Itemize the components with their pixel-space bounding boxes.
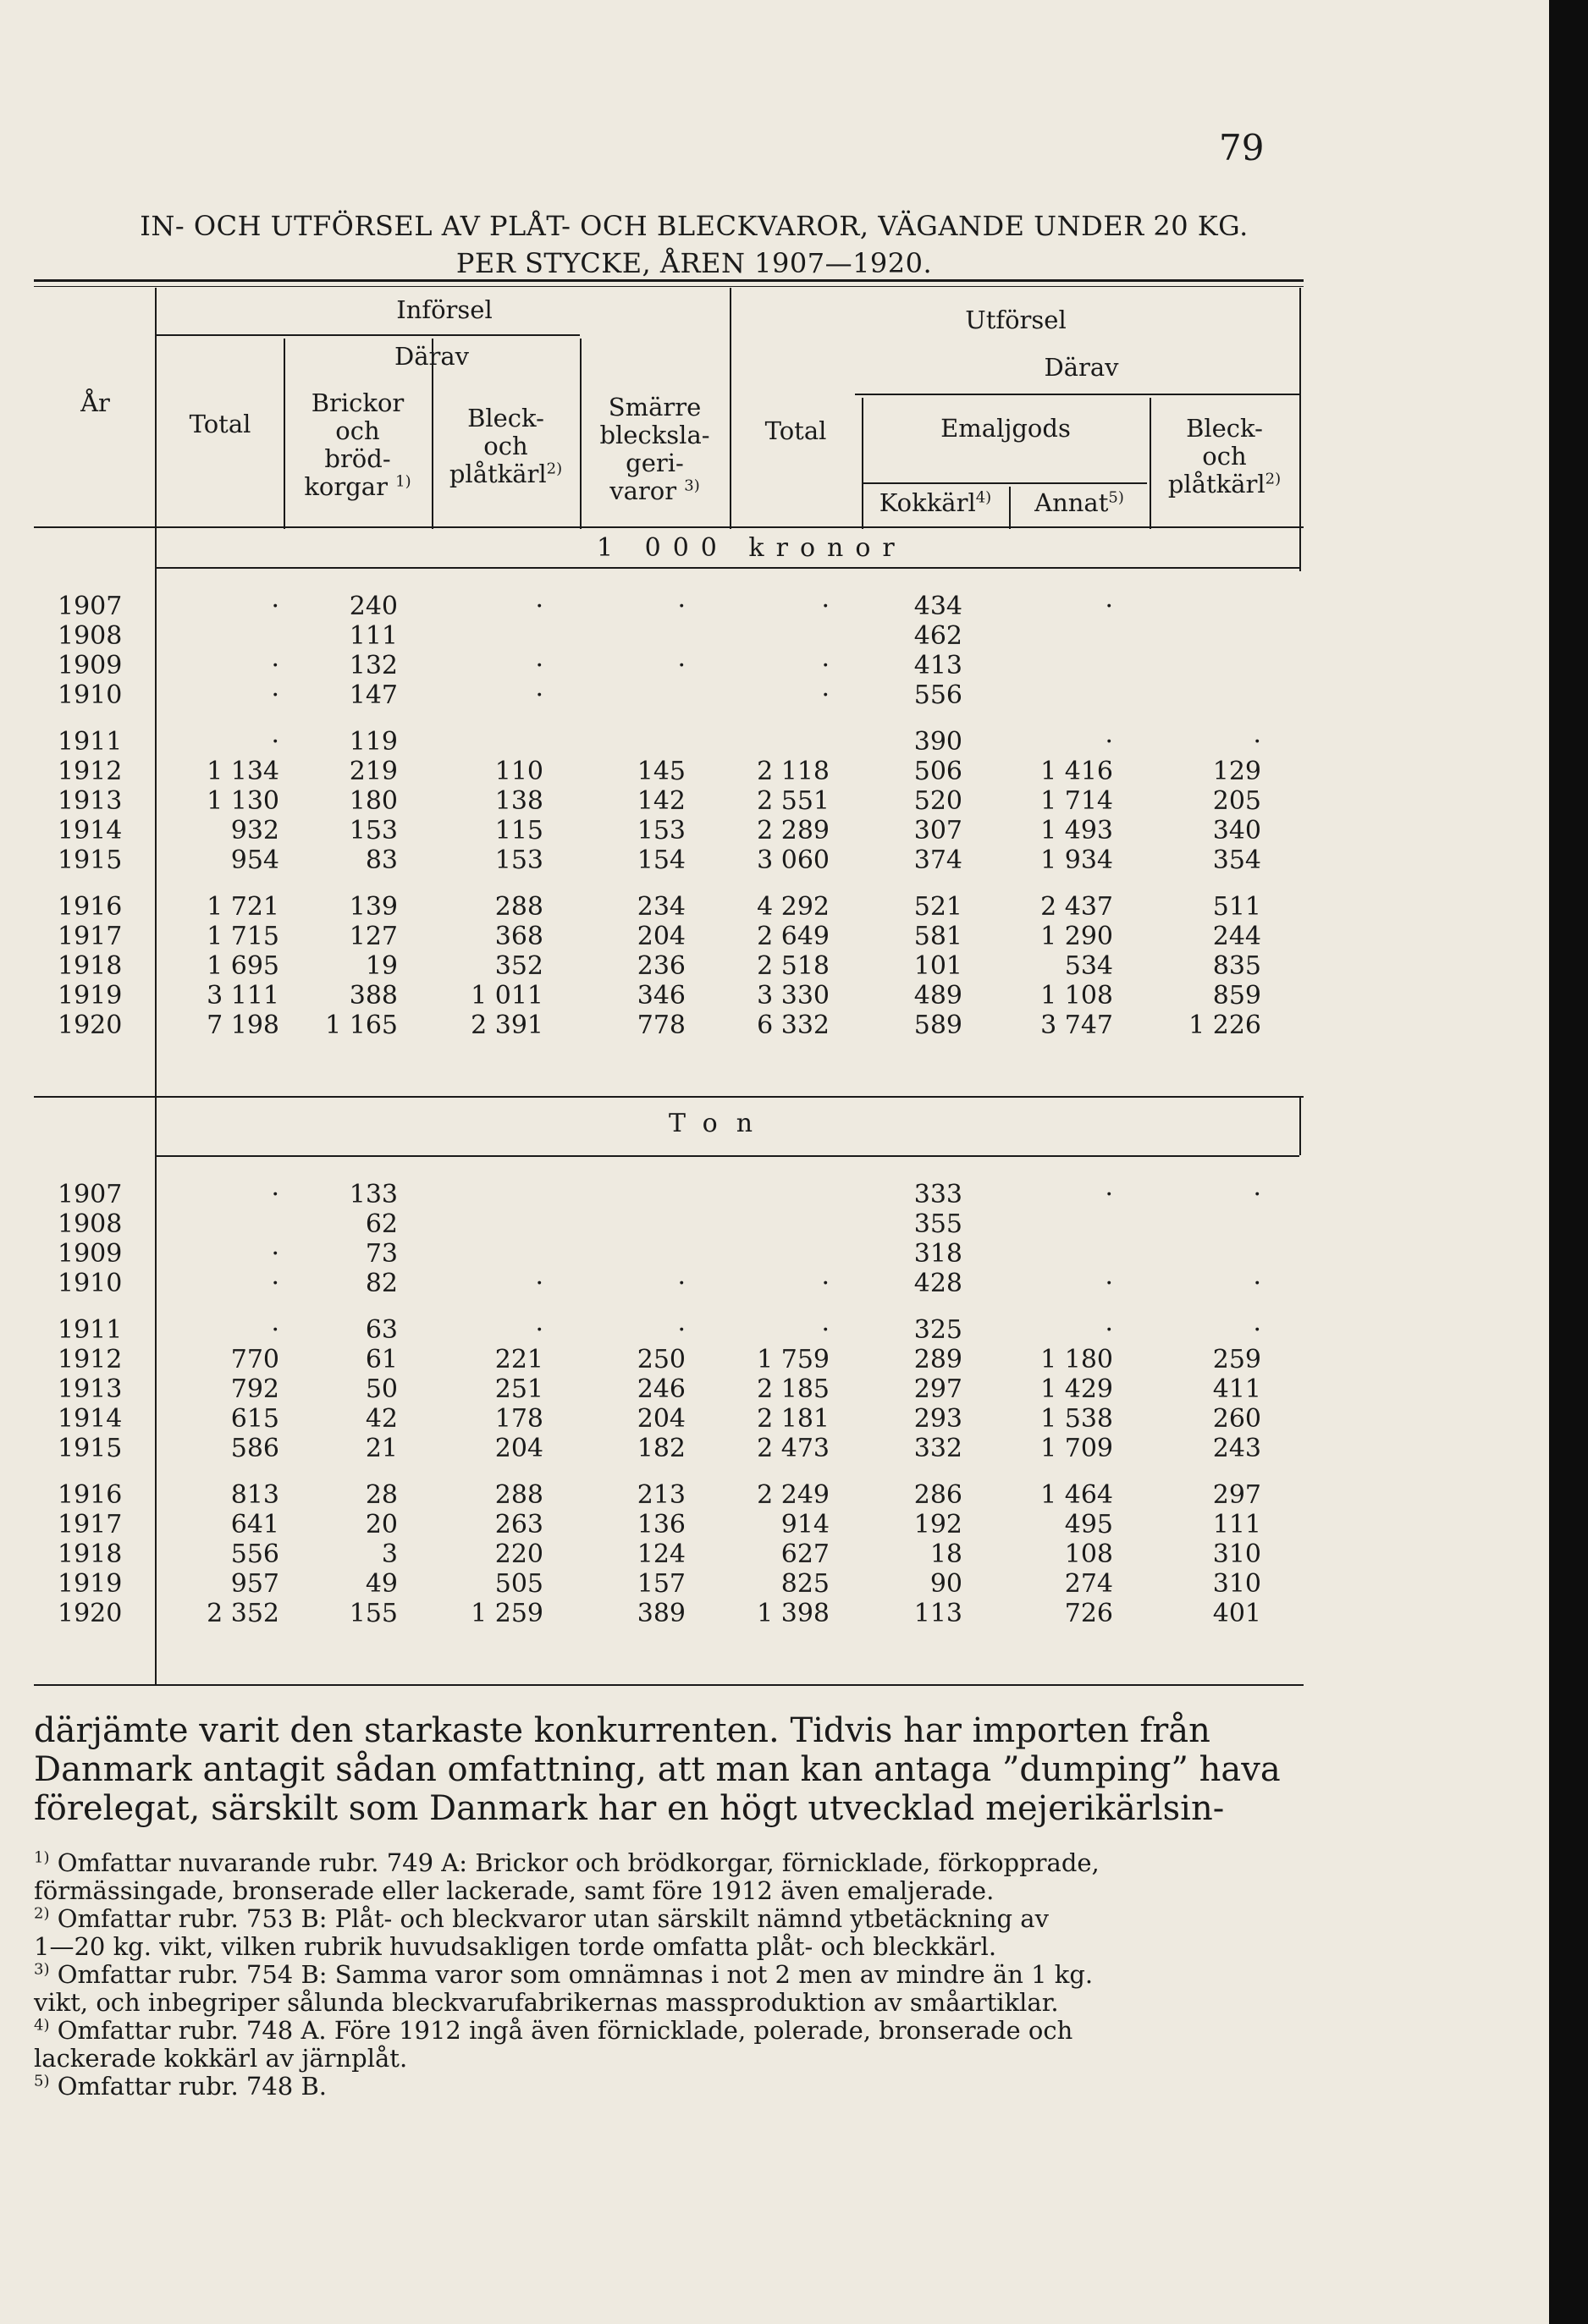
smaerre-cell: 182 xyxy=(637,1434,686,1463)
smaerre-cell: · xyxy=(677,592,686,621)
kokkaerl-cell: 325 xyxy=(913,1315,962,1345)
bleck_in-cell: · xyxy=(535,680,543,710)
table-row xyxy=(51,1181,1304,1209)
brickor-cell: 119 xyxy=(349,727,398,757)
brickor-cell: 133 xyxy=(349,1180,398,1209)
brickor-cell: 111 xyxy=(349,621,398,651)
table-top-rule-thin xyxy=(34,286,1304,287)
total_ut-cell: 825 xyxy=(780,1569,830,1599)
kokkaerl-cell: 390 xyxy=(913,727,962,757)
total_ut-cell: · xyxy=(821,1315,830,1345)
total_in-cell: 1 695 xyxy=(207,951,279,981)
total_ut-cell: 4 292 xyxy=(757,892,830,922)
header-annat: Annat$^{5)}$ xyxy=(1034,488,1124,517)
table-title xyxy=(59,207,1329,282)
smaerre-cell: 136 xyxy=(637,1510,686,1539)
smaerre-cell: 250 xyxy=(637,1345,686,1374)
table-row xyxy=(51,652,1304,680)
header-utfoersel: Utförsel xyxy=(965,306,1067,334)
bleck_in-cell: 352 xyxy=(494,951,543,981)
bleck_in-cell: 251 xyxy=(494,1374,543,1404)
annat-cell: 1 714 xyxy=(1040,786,1113,816)
bleck_ut-cell: · xyxy=(1253,1269,1261,1298)
annat-cell: 1 180 xyxy=(1040,1345,1113,1374)
header-infoersel: Införsel xyxy=(396,295,493,324)
total_ut-cell: 1 759 xyxy=(757,1345,830,1374)
year-cell: 1917 xyxy=(58,1510,123,1539)
year-cell: 1912 xyxy=(58,757,123,786)
table-top-rule xyxy=(34,279,1304,282)
total_ut-cell: 627 xyxy=(780,1539,830,1569)
year-cell: 1911 xyxy=(58,727,123,757)
total_in-cell: 792 xyxy=(230,1374,279,1404)
total_in-cell: 7 198 xyxy=(207,1011,279,1040)
bleck_ut-cell: 310 xyxy=(1212,1569,1261,1599)
bleck_ut-cell: 259 xyxy=(1212,1345,1261,1374)
kokkaerl-cell: 192 xyxy=(913,1510,962,1539)
total_ut-cell: 2 289 xyxy=(757,816,830,845)
smaerre-cell: 234 xyxy=(637,892,686,922)
annat-cell: 108 xyxy=(1064,1539,1113,1569)
year-cell: 1910 xyxy=(58,680,123,710)
annat-cell: 726 xyxy=(1064,1599,1113,1628)
total_ut-cell: · xyxy=(821,651,830,680)
kokkaerl-cell: 434 xyxy=(913,592,962,621)
year-cell: 1909 xyxy=(58,651,123,680)
year-cell: 1911 xyxy=(58,1315,123,1345)
smaerre-cell: 124 xyxy=(637,1539,686,1569)
brickor-cell: 139 xyxy=(349,892,398,922)
bleck_ut-cell: 835 xyxy=(1212,951,1261,981)
bleck_ut-cell: 511 xyxy=(1212,892,1261,922)
brickor-cell: 180 xyxy=(349,786,398,816)
annat-cell: 2 437 xyxy=(1040,892,1113,922)
col-rule-10 xyxy=(1299,1096,1301,1155)
brickor-cell: 219 xyxy=(349,757,398,786)
kokkaerl-cell: 113 xyxy=(913,1599,962,1628)
table-row xyxy=(51,1435,1304,1463)
kokkaerl-cell: 18 xyxy=(929,1539,962,1569)
bleck_in-cell: · xyxy=(535,651,543,680)
brickor-cell: 19 xyxy=(365,951,398,981)
smaerre-cell: 145 xyxy=(637,757,686,786)
total_ut-cell: 2 181 xyxy=(757,1404,830,1434)
bleck_ut-cell: 111 xyxy=(1212,1510,1261,1539)
kokkaerl-cell: 293 xyxy=(913,1404,962,1434)
annat-cell: 3 747 xyxy=(1040,1011,1113,1040)
kokkaerl-cell: 333 xyxy=(913,1180,962,1209)
total_ut-cell: 2 551 xyxy=(757,786,830,816)
table-row xyxy=(51,1269,1304,1298)
brickor-cell: 132 xyxy=(349,651,398,680)
total_in-cell: · xyxy=(271,651,279,680)
table-row xyxy=(51,1540,1304,1569)
bleck_in-cell: · xyxy=(535,1269,543,1298)
bleck_ut-cell: 129 xyxy=(1212,757,1261,786)
total_ut-cell: · xyxy=(821,1269,830,1298)
total_in-cell: 3 111 xyxy=(207,981,279,1011)
total_in-cell: · xyxy=(271,680,279,710)
header-smaerre: Smärre bleckslа- geri- varor $^{3)}$ xyxy=(599,393,710,505)
bleck_in-cell: 505 xyxy=(494,1569,543,1599)
table-row xyxy=(51,1240,1304,1269)
total_in-cell: 1 130 xyxy=(207,786,279,816)
kokkaerl-cell: 355 xyxy=(913,1209,962,1239)
header-kokkaerl: Kokkärl$^{4)}$ xyxy=(879,488,992,517)
footnote-2: $^{2)}$ Omfattar rubr. 753 B: Plåt- och bleckvaror utan särskilt nämnd ytbetäckning av xyxy=(34,1904,1049,1933)
total_in-cell: · xyxy=(271,1269,279,1298)
annat-cell: 1 934 xyxy=(1040,845,1113,875)
year-cell: 1919 xyxy=(58,981,123,1011)
header-total-ut: Total xyxy=(764,416,827,445)
col-rule-9 xyxy=(1299,288,1301,571)
kokkaerl-cell: 289 xyxy=(913,1345,962,1374)
brickor-cell: 50 xyxy=(365,1374,398,1404)
table-row xyxy=(51,1210,1304,1239)
kokkaerl-cell: 556 xyxy=(913,680,962,710)
brickor-cell: 21 xyxy=(365,1434,398,1463)
table-row xyxy=(51,592,1304,621)
bleck_ut-cell: · xyxy=(1253,1180,1261,1209)
smaerre-cell: 157 xyxy=(637,1569,686,1599)
kokkaerl-cell: 589 xyxy=(913,1011,962,1040)
total_in-cell: 957 xyxy=(230,1569,279,1599)
bleck_in-cell: 138 xyxy=(494,786,543,816)
annat-cell: 1 464 xyxy=(1040,1480,1113,1510)
header-daerav-ut: Därav xyxy=(1044,353,1119,382)
total_ut-cell: 2 649 xyxy=(757,922,830,951)
header-bottom-rule xyxy=(34,526,1304,528)
footnote-1: $^{1)}$ Omfattar nuvarande rubr. 749 A: Brickor och brödkorgar, förnicklade, förkopprade, xyxy=(34,1848,1100,1877)
total_ut-cell: · xyxy=(821,592,830,621)
bleck_in-cell: 1 259 xyxy=(471,1599,543,1628)
total_ut-cell: 2 473 xyxy=(757,1434,830,1463)
bleck_in-cell: 221 xyxy=(494,1345,543,1374)
bleck_in-cell: 1 011 xyxy=(471,981,543,1011)
total_in-cell: 1 721 xyxy=(207,892,279,922)
header-bleck-ut: Bleck- och plåtkärl$^{2)}$ xyxy=(1167,414,1282,498)
bleck_ut-cell: · xyxy=(1253,727,1261,757)
bleck_ut-cell: 244 xyxy=(1212,922,1261,951)
smaerre-cell: 346 xyxy=(637,981,686,1011)
header-subrule-in xyxy=(157,334,580,336)
table-row xyxy=(51,1405,1304,1434)
total_in-cell: 770 xyxy=(230,1345,279,1374)
table-row xyxy=(51,757,1304,786)
bleck_in-cell: 2 391 xyxy=(471,1011,543,1040)
table-row xyxy=(51,1600,1304,1628)
header-daerav-in: Därav xyxy=(394,342,470,371)
total_in-cell: 556 xyxy=(230,1539,279,1569)
section-rule-ton-bottom xyxy=(157,1155,1299,1157)
smaerre-cell: 213 xyxy=(637,1480,686,1510)
total_ut-cell: 2 249 xyxy=(757,1480,830,1510)
table-row xyxy=(51,1570,1304,1599)
section-rule-ton-top xyxy=(34,1096,1304,1098)
smaerre-cell: · xyxy=(677,1269,686,1298)
bleck_ut-cell: 411 xyxy=(1212,1374,1261,1404)
smaerre-cell: 389 xyxy=(637,1599,686,1628)
year-cell: 1913 xyxy=(58,786,123,816)
bleck_in-cell: 263 xyxy=(494,1510,543,1539)
table-row xyxy=(51,622,1304,651)
table-row xyxy=(51,1375,1304,1404)
annat-cell: 1 538 xyxy=(1040,1404,1113,1434)
kokkaerl-cell: 374 xyxy=(913,845,962,875)
total_ut-cell: 914 xyxy=(780,1510,830,1539)
brickor-cell: 49 xyxy=(365,1569,398,1599)
header-subrule-ut xyxy=(855,394,1299,395)
table-row xyxy=(51,1346,1304,1374)
kokkaerl-cell: 506 xyxy=(913,757,962,786)
kokkaerl-cell: 581 xyxy=(913,922,962,951)
brickor-cell: 20 xyxy=(365,1510,398,1539)
header-bleck-in: Bleck- och plåtkärl$^{2)}$ xyxy=(449,404,563,488)
kokkaerl-cell: 489 xyxy=(913,981,962,1011)
brickor-cell: 3 xyxy=(381,1539,398,1569)
bleck_ut-cell: 310 xyxy=(1212,1539,1261,1569)
smaerre-cell: 153 xyxy=(637,816,686,845)
table-row xyxy=(51,922,1304,951)
header-emaljgods: Emaljgods xyxy=(940,414,1071,443)
bleck_ut-cell: 297 xyxy=(1212,1480,1261,1510)
total_in-cell: 932 xyxy=(230,816,279,845)
bleck_in-cell: 204 xyxy=(494,1434,543,1463)
year-cell: 1915 xyxy=(58,845,123,875)
table-row xyxy=(51,1511,1304,1539)
table-row xyxy=(51,893,1304,922)
table-row xyxy=(51,1481,1304,1510)
table-row xyxy=(51,681,1304,710)
kokkaerl-cell: 90 xyxy=(929,1569,962,1599)
annat-cell: · xyxy=(1105,727,1113,757)
total_in-cell: 615 xyxy=(230,1404,279,1434)
annat-cell: 1 429 xyxy=(1040,1374,1113,1404)
total_in-cell: 2 352 xyxy=(207,1599,279,1628)
year-cell: 1910 xyxy=(58,1269,123,1298)
body-line: Danmark antagit sådan omfattning, att man kan antaga ”dumping” hava xyxy=(34,1750,1281,1789)
kokkaerl-cell: 286 xyxy=(913,1480,962,1510)
table-row xyxy=(51,787,1304,816)
annat-cell: 274 xyxy=(1064,1569,1113,1599)
annat-cell: · xyxy=(1105,1269,1113,1298)
body-line: förelegat, särskilt som Danmark har en högt utvecklad mejerikärlsin- xyxy=(34,1789,1225,1828)
bleck_in-cell: 115 xyxy=(494,816,543,845)
header-subrule-emalj xyxy=(863,482,1147,484)
bleck_ut-cell: 401 xyxy=(1212,1599,1261,1628)
total_in-cell: 586 xyxy=(230,1434,279,1463)
smaerre-cell: 204 xyxy=(637,922,686,951)
year-cell: 1909 xyxy=(58,1239,123,1269)
bleck_in-cell: 220 xyxy=(494,1539,543,1569)
brickor-cell: 388 xyxy=(349,981,398,1011)
year-cell: 1914 xyxy=(58,1404,123,1434)
total_ut-cell: 6 332 xyxy=(757,1011,830,1040)
kokkaerl-cell: 413 xyxy=(913,651,962,680)
total_in-cell: 813 xyxy=(230,1480,279,1510)
table-row xyxy=(51,728,1304,757)
brickor-cell: 61 xyxy=(365,1345,398,1374)
bleck_in-cell: · xyxy=(535,592,543,621)
footnote-5: $^{5)}$ Omfattar rubr. 748 B. xyxy=(34,2072,327,2101)
table-row xyxy=(51,982,1304,1011)
header-total-in: Total xyxy=(189,410,251,438)
bleck_ut-cell: 1 226 xyxy=(1188,1011,1261,1040)
bleck_in-cell: 153 xyxy=(494,845,543,875)
annat-cell: · xyxy=(1105,1180,1113,1209)
year-cell: 1917 xyxy=(58,922,123,951)
header-brickor: Brickor och bröd- korgar $^{1)}$ xyxy=(304,388,411,501)
kokkaerl-cell: 332 xyxy=(913,1434,962,1463)
title-line-2: PER STYCKE, ÅREN 1907—1920. xyxy=(455,247,933,279)
header-year: År xyxy=(80,388,110,417)
year-cell: 1918 xyxy=(58,951,123,981)
annat-cell: 1 416 xyxy=(1040,757,1113,786)
brickor-cell: 127 xyxy=(349,922,398,951)
table-bottom-rule xyxy=(34,1684,1304,1686)
brickor-cell: 240 xyxy=(349,592,398,621)
kokkaerl-cell: 462 xyxy=(913,621,962,651)
page-number: 79 xyxy=(1219,127,1265,168)
year-cell: 1914 xyxy=(58,816,123,845)
annat-cell: 534 xyxy=(1064,951,1113,981)
year-cell: 1916 xyxy=(58,1480,123,1510)
total_in-cell: · xyxy=(271,1239,279,1269)
brickor-cell: 42 xyxy=(365,1404,398,1434)
total_in-cell: 1 715 xyxy=(207,922,279,951)
bleck_in-cell: 178 xyxy=(494,1404,543,1434)
bleck_in-cell: 288 xyxy=(494,892,543,922)
table-row xyxy=(51,1316,1304,1345)
kokkaerl-cell: 428 xyxy=(913,1269,962,1298)
table-row xyxy=(51,846,1304,875)
total_in-cell: · xyxy=(271,592,279,621)
total_ut-cell: 3 060 xyxy=(757,845,830,875)
unit-ton: Ton xyxy=(669,1109,772,1138)
smaerre-cell: 204 xyxy=(637,1404,686,1434)
smaerre-cell: · xyxy=(677,1315,686,1345)
year-cell: 1913 xyxy=(58,1374,123,1404)
smaerre-cell: 154 xyxy=(637,845,686,875)
kokkaerl-cell: 520 xyxy=(913,786,962,816)
annat-cell: 1 108 xyxy=(1040,981,1113,1011)
bleck_ut-cell: 205 xyxy=(1212,786,1261,816)
total_in-cell: 1 134 xyxy=(207,757,279,786)
smaerre-cell: 246 xyxy=(637,1374,686,1404)
table-row xyxy=(51,1011,1304,1040)
smaerre-cell: 236 xyxy=(637,951,686,981)
bleck_ut-cell: 243 xyxy=(1212,1434,1261,1463)
total_ut-cell: 2 518 xyxy=(757,951,830,981)
brickor-cell: 83 xyxy=(365,845,398,875)
bleck_in-cell: · xyxy=(535,1315,543,1345)
total_ut-cell: 3 330 xyxy=(757,981,830,1011)
total_in-cell: 641 xyxy=(230,1510,279,1539)
year-cell: 1912 xyxy=(58,1345,123,1374)
kokkaerl-cell: 297 xyxy=(913,1374,962,1404)
annat-cell: · xyxy=(1105,592,1113,621)
table-row xyxy=(51,817,1304,845)
table-row xyxy=(51,952,1304,981)
annat-cell: 495 xyxy=(1064,1510,1113,1539)
annat-cell: 1 493 xyxy=(1040,816,1113,845)
year-cell: 1916 xyxy=(58,892,123,922)
brickor-cell: 155 xyxy=(349,1599,398,1628)
bleck_in-cell: 288 xyxy=(494,1480,543,1510)
smaerre-cell: · xyxy=(677,651,686,680)
total_ut-cell: 1 398 xyxy=(757,1599,830,1628)
bleck_in-cell: 368 xyxy=(494,922,543,951)
bleck_ut-cell: 340 xyxy=(1212,816,1261,845)
brickor-cell: 73 xyxy=(365,1239,398,1269)
footnotes: $^{1)}$ Omfattar nuvarande rubr. 749 A: Brickor och brödkorgar, förnicklade, förkopprade, förmässingade, bronserade eller lackerade, samt före 1912 även emaljerade. $^{2)}$ Omfattar rubr. 753 B: Plåt- och bleckvaror utan särskilt nämnd ytbetäckning av 1—20 kg. vikt, vilken rubrik huvudsakligen torde omfatta plåt- och bleckkärl. $^{3)}$ Omfattar rubr. 754 B: Samma varor som omnämnas i not 2 men av mindre än 1 kg. vikt, och inbegriper sålunda bleckvarufabrikernas massproduktion av småartiklar. $^{4)}$ Omfattar rubr. 748 A. Före 1912 ingå även förnicklade, polerade, bronserade och lackerade kokkärl av järnplåt. $^{5)}$ Omfattar rubr. 748 B. xyxy=(34,1849,1287,2101)
unit-kronor: 1 000 kronor xyxy=(597,533,907,563)
year-cell: 1919 xyxy=(58,1569,123,1599)
brickor-cell: 1 165 xyxy=(325,1011,398,1040)
brickor-cell: 153 xyxy=(349,816,398,845)
bleck_in-cell: 110 xyxy=(494,757,543,786)
total_in-cell: · xyxy=(271,727,279,757)
brickor-cell: 63 xyxy=(365,1315,398,1345)
annat-cell: 1 290 xyxy=(1040,922,1113,951)
year-cell: 1908 xyxy=(58,621,123,651)
bleck_ut-cell: · xyxy=(1253,1315,1261,1345)
unit-rule-kronor xyxy=(157,567,1299,569)
year-cell: 1907 xyxy=(58,1180,123,1209)
year-cell: 1918 xyxy=(58,1539,123,1569)
kokkaerl-cell: 521 xyxy=(913,892,962,922)
bleck_ut-cell: 354 xyxy=(1212,845,1261,875)
year-cell: 1908 xyxy=(58,1209,123,1239)
smaerre-cell: 778 xyxy=(637,1011,686,1040)
year-cell: 1920 xyxy=(58,1011,123,1040)
body-paragraph xyxy=(34,1711,1287,1828)
title-line-1: IN- OCH UTFÖRSEL AV PLÅT- OCH BLECKVAROR, VÄGANDE UNDER 20 KG. xyxy=(140,210,1249,242)
body-line: därjämte varit den starkaste konkurrenten. Tidvis har importen från xyxy=(34,1711,1210,1750)
footnote-4: $^{4)}$ Omfattar rubr. 748 A. Före 1912 ingå även förnicklade, polerade, bronserade och xyxy=(34,2016,1073,2045)
kokkaerl-cell: 307 xyxy=(913,816,962,845)
year-cell: 1907 xyxy=(58,592,123,621)
total_ut-cell: · xyxy=(821,680,830,710)
kokkaerl-cell: 318 xyxy=(913,1239,962,1269)
kokkaerl-cell: 101 xyxy=(913,951,962,981)
total_in-cell: · xyxy=(271,1180,279,1209)
brickor-cell: 82 xyxy=(365,1269,398,1298)
smaerre-cell: 142 xyxy=(637,786,686,816)
total_in-cell: · xyxy=(271,1315,279,1345)
year-cell: 1920 xyxy=(58,1599,123,1628)
footnote-3: $^{3)}$ Omfattar rubr. 754 B: Samma varor som omnämnas i not 2 men av mindre än 1 kg. xyxy=(34,1960,1094,1989)
annat-cell: · xyxy=(1105,1315,1113,1345)
total_in-cell: 954 xyxy=(230,845,279,875)
annat-cell: 1 709 xyxy=(1040,1434,1113,1463)
year-cell: 1915 xyxy=(58,1434,123,1463)
brickor-cell: 62 xyxy=(365,1209,398,1239)
brickor-cell: 28 xyxy=(365,1480,398,1510)
bleck_ut-cell: 260 xyxy=(1212,1404,1261,1434)
total_ut-cell: 2 185 xyxy=(757,1374,830,1404)
bleck_ut-cell: 859 xyxy=(1212,981,1261,1011)
total_ut-cell: 2 118 xyxy=(757,757,830,786)
brickor-cell: 147 xyxy=(349,680,398,710)
